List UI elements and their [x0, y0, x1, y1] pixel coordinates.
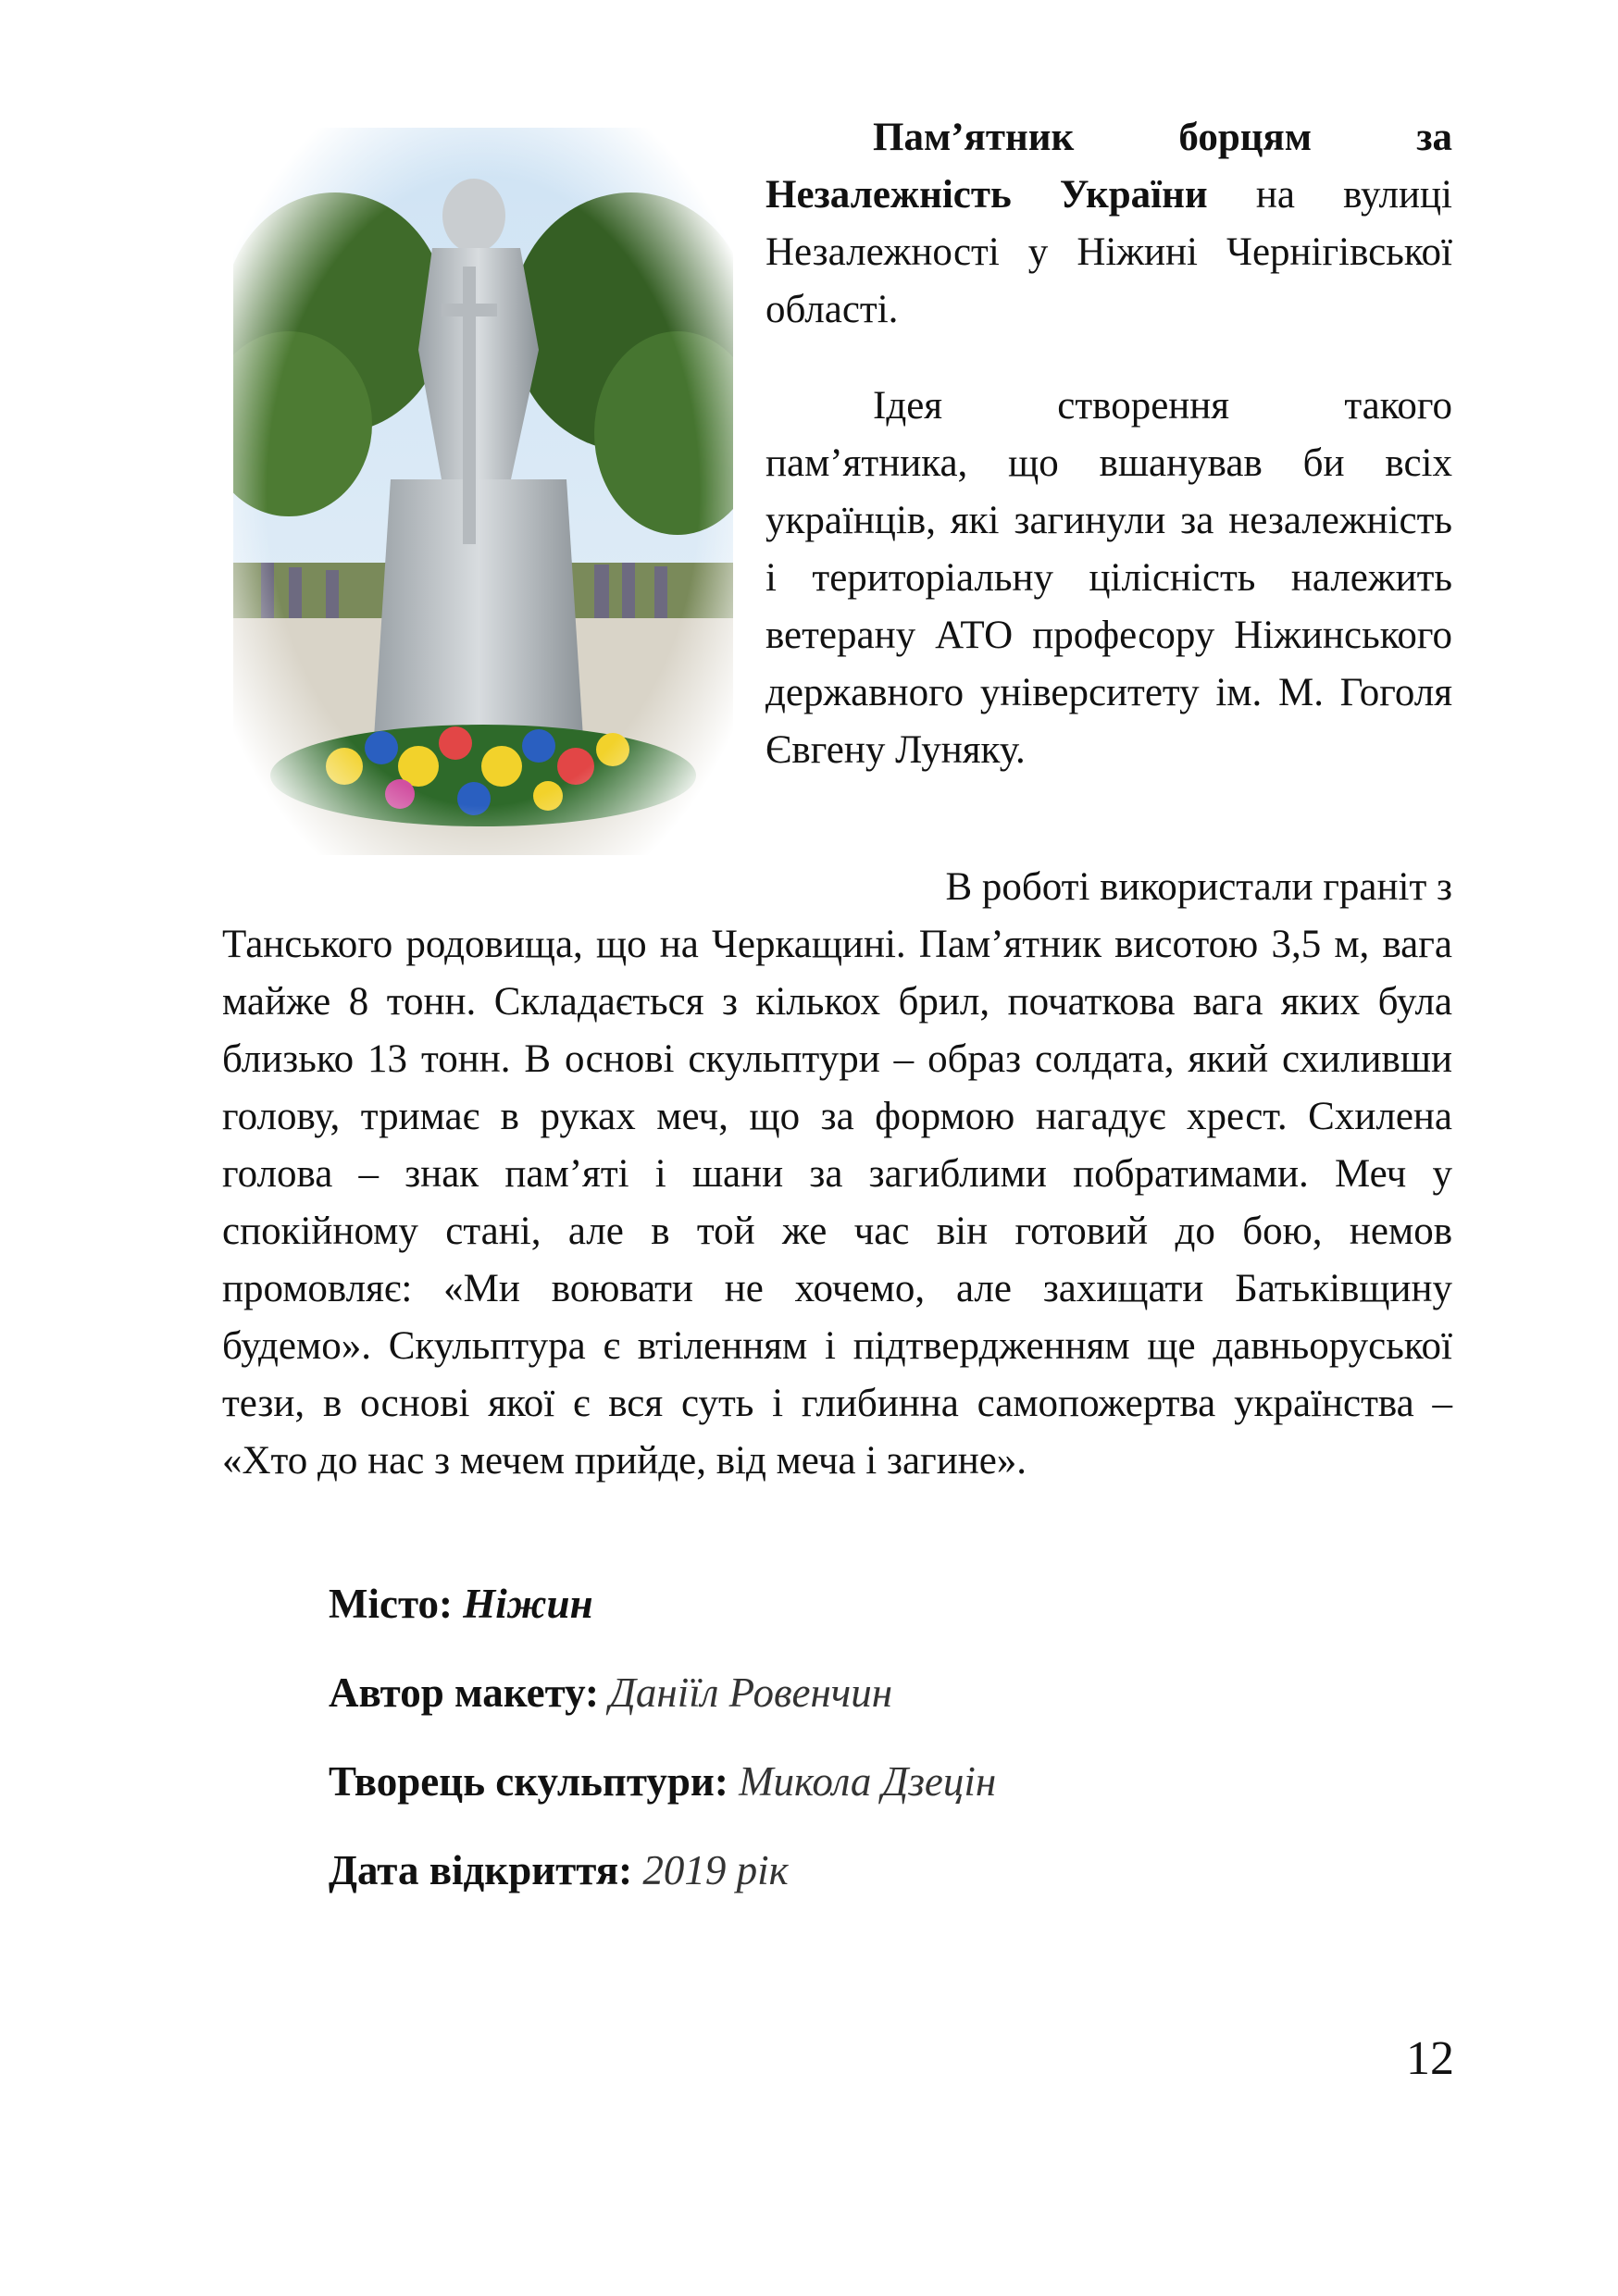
facts-list: [329, 1575, 996, 1930]
intro-idea-paragraph: Ідея створення такого пам’ятника, що вшанував би всіх українців, які загинули за незалежність і територіальну цілісність належить ветерану АТО професору Ніжинського державного університету ім. М. Гоголя Євгену Луняку.: [765, 384, 1452, 772]
monument-photo-icon: [233, 128, 733, 855]
body-rest: Танського родовища, що на Черкащині. Пам’ятник висотою 3,5 м, вага майже 8 тонн. Складається з кількох брил, початкова вага яких була близько 13 тонн. В основі скульптури – образ солдата, який схиливши голову, тримає в руках меч, що за формою нагадує хрест. Схилена голова – знак пам’яті і шани за загиблими побратимами. Меч у спокійному стані, але в той же час він готовий до бою, немов промовляє: «Ми воювати не хочемо, але захищати Батьківщину будемо». Скульптура є втіленням і підтвердженням ще давньоруської тези, в основі якої є вся суть і глибинна самопожертва українства – «Хто до нас з мечем прийде, від меча і загине».: [222, 923, 1452, 1483]
body-first-line: В роботі використали граніт з: [945, 865, 1452, 909]
fact-date-value: 2019 рік: [642, 1847, 789, 1893]
fact-author-value: Даніїл Ровенчин: [609, 1669, 893, 1716]
fact-date: [329, 1842, 996, 1899]
fact-author: [329, 1664, 996, 1721]
fact-date-label: Дата відкриття:: [329, 1847, 643, 1893]
body-text: [222, 859, 1452, 1490]
monument-location: на вулиці Незалежності у Ніжині Чернігівської області.: [765, 173, 1452, 331]
intro-title-paragraph: [765, 109, 1452, 339]
fact-creator-label: Творець скульптури:: [329, 1758, 740, 1805]
fact-city-value: Ніжин: [463, 1581, 593, 1627]
fact-creator-value: Микола Дзецін: [739, 1758, 997, 1805]
fact-city-label: Місто:: [329, 1581, 464, 1627]
monument-photo: [233, 128, 733, 855]
body-paragraph: [222, 859, 1452, 1490]
fact-city: [329, 1575, 996, 1632]
fact-author-label: Автор макету:: [329, 1669, 610, 1716]
intro-column: [765, 109, 1452, 779]
page-number: 12: [1406, 2032, 1454, 2085]
fact-creator: [329, 1753, 996, 1810]
monument-title: Пам’ятник борцям за Незалежність України: [765, 116, 1452, 217]
